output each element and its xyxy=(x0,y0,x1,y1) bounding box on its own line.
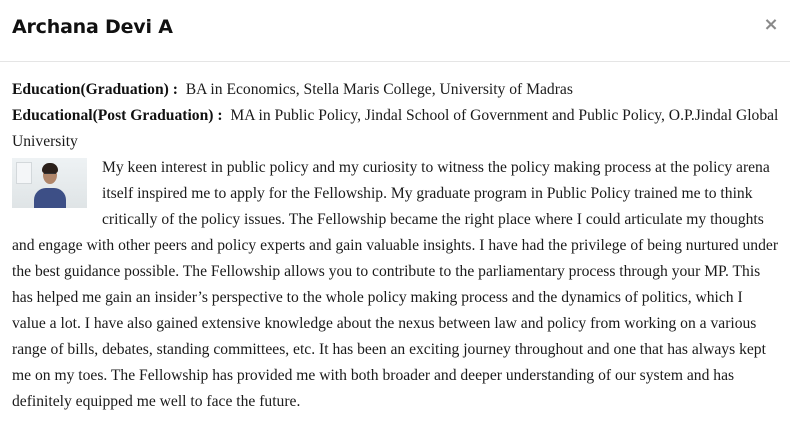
photo-background-window xyxy=(16,162,32,184)
education-graduation xyxy=(12,77,780,103)
modal-header xyxy=(0,0,790,62)
education-post-graduation xyxy=(12,103,780,155)
graduation-label: Education(Graduation) : xyxy=(12,81,178,98)
photo-shirt xyxy=(34,188,66,208)
modal-body xyxy=(12,77,780,415)
bio-section xyxy=(12,155,780,415)
post-graduation-label: Educational(Post Graduation) : xyxy=(12,107,223,124)
photo-hair xyxy=(42,163,58,173)
post-graduation-value: MA in Public Policy, Jindal School of Government and Public Policy, O.P.Jindal Global University xyxy=(12,107,779,150)
profile-photo xyxy=(12,158,87,208)
modal-title: Archana Devi A xyxy=(12,16,173,38)
photo-glasses xyxy=(44,173,56,177)
close-button[interactable]: × xyxy=(763,14,779,35)
bio-text: My keen interest in public policy and my curiosity to witness the policy making process at the policy arena itself inspired me to apply for the Fellowship. My graduate program in Public Policy trained me to think critically of the policy issues. The Fellowship became the right place where I could articulate my thoughts and engage with other peers and policy experts and gain valuable insights. I have had the privilege of being nurtured under the best guidance possible. The Fellowship allows you to contribute to the parliamentary process through your MP. This has helped me gain an insider’s perspective to the whole policy making process and the dynamics of politics, which I value a lot. I have also gained extensive knowledge about the nexus between law and policy from working on a various range of bills, debates, standing committees, etc. It has been an exciting journey throughout and one that has always kept me on my toes. The Fellowship has provided me with both broader and deeper understanding of our system and has definitely equipped me well to face the future. xyxy=(12,159,779,410)
graduation-value: BA in Economics, Stella Maris College, University of Madras xyxy=(185,81,573,98)
